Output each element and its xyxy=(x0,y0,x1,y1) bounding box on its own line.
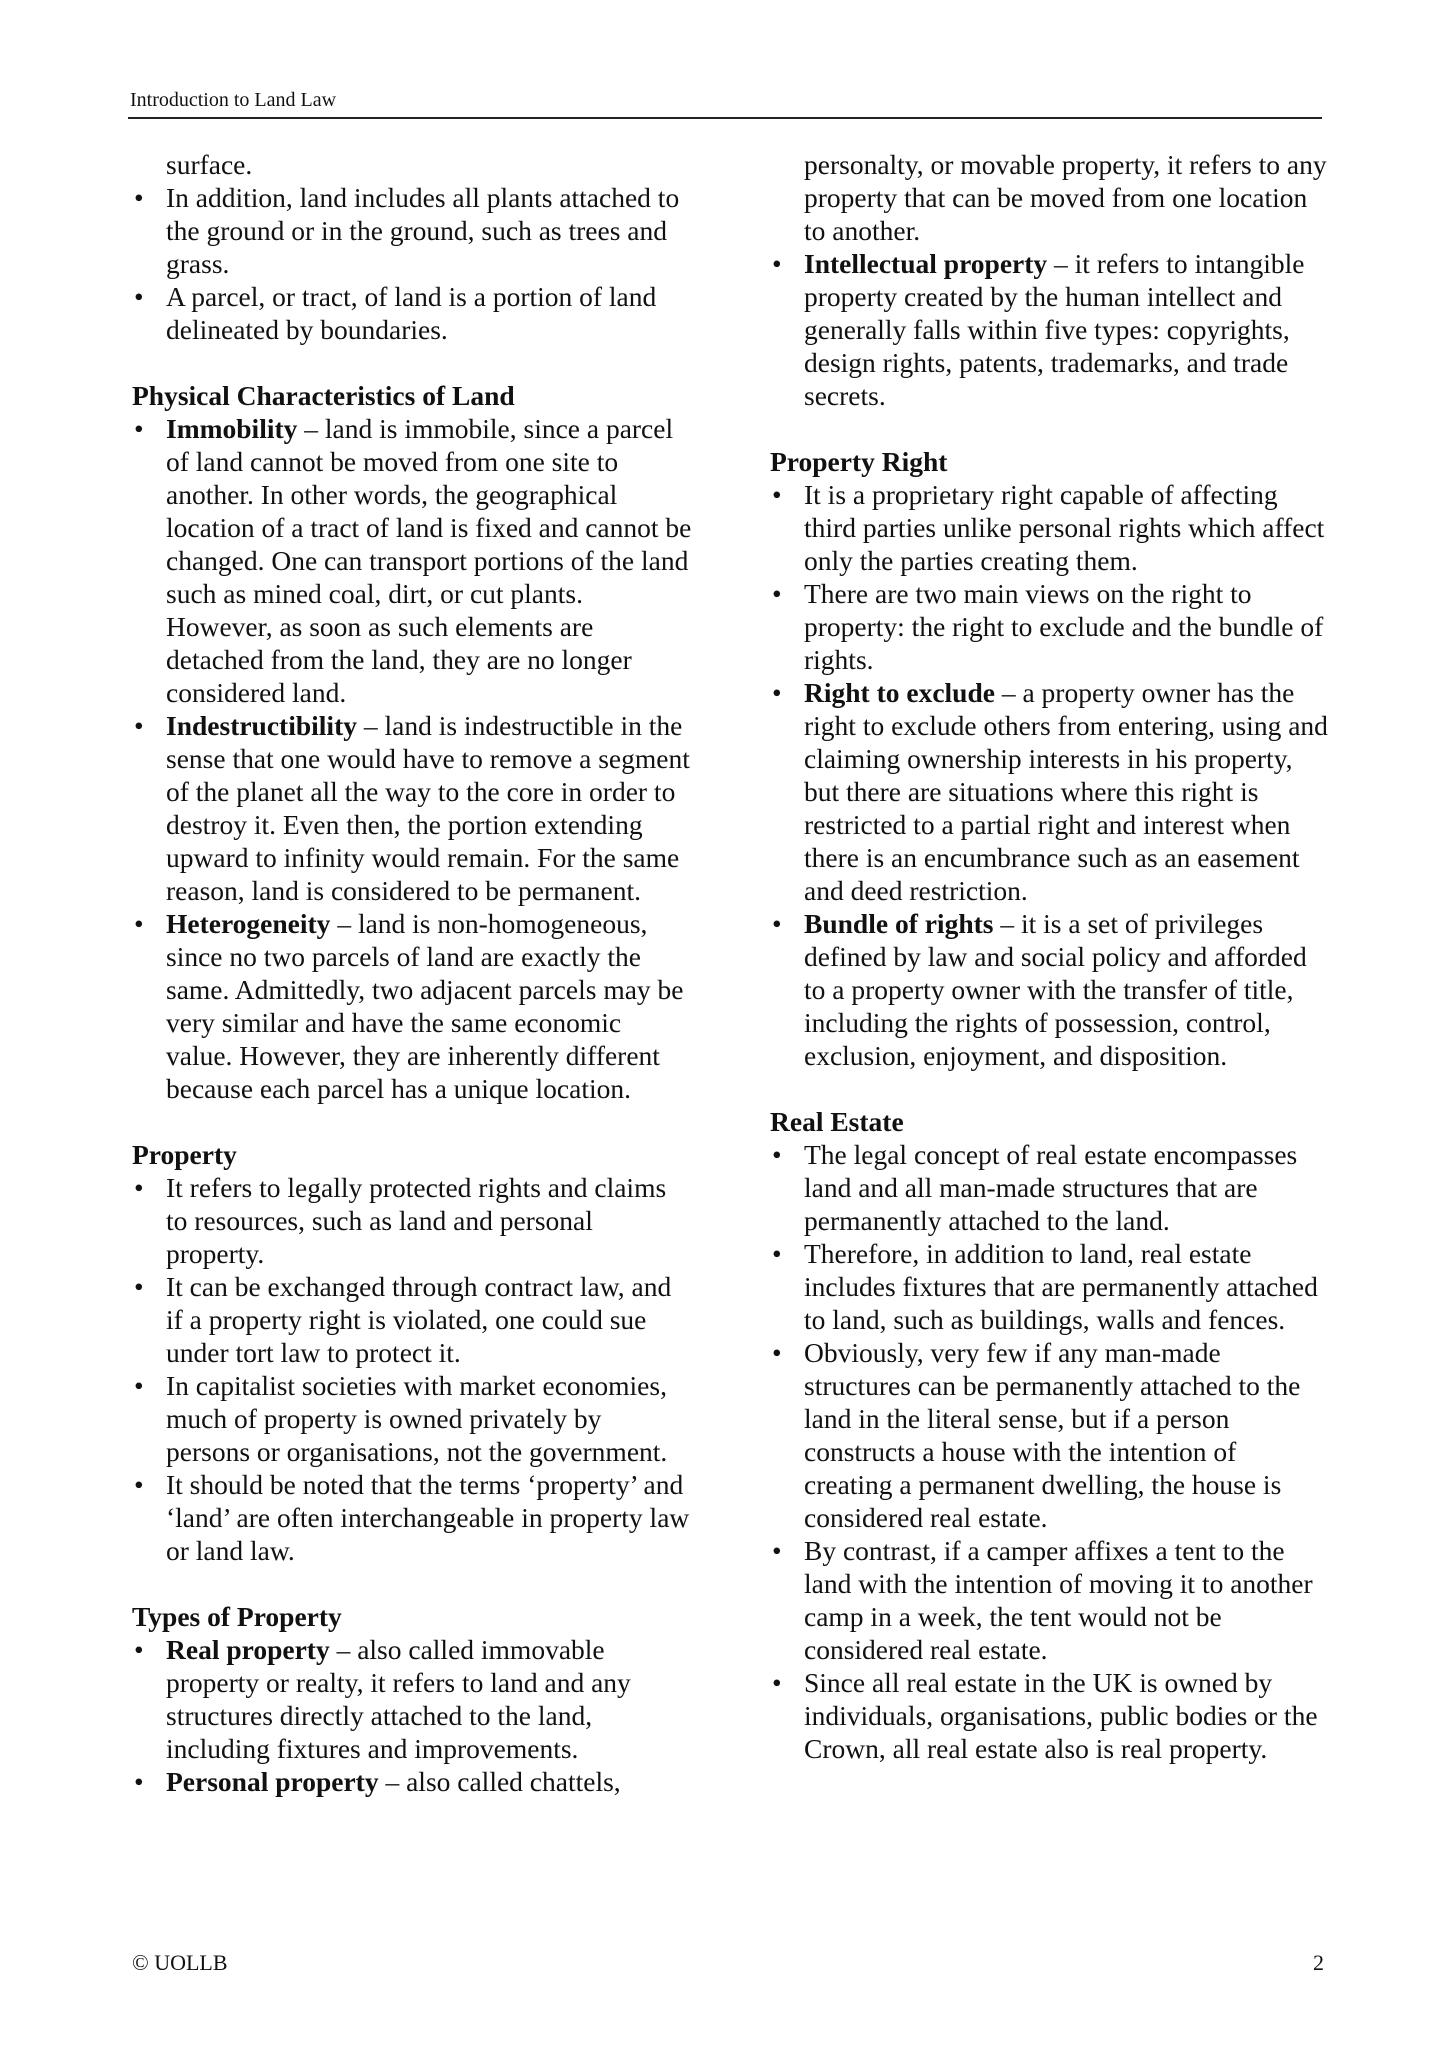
list-item xyxy=(132,412,692,709)
copyright-footer: © UOLLB xyxy=(132,1950,228,1975)
term-definition: – land is immobile, since a parcel of land cannot be moved from one site to another. In other words, the geographical location of a tract of land is fixed and cannot be changed. One can transport portions of the land such as mined coal, dirt, or cut plants. However, as soon as such elements are detached from the land, they are no longer considered land. xyxy=(166,413,692,708)
list-item: surface. xyxy=(166,149,253,180)
section-heading: Physical Characteristics of Land xyxy=(132,380,515,411)
types-of-property-continued xyxy=(770,148,1330,412)
real-estate-list xyxy=(770,1138,1330,1765)
list-item: personalty, or movable property, it refers to any property that can be moved from one location to another. xyxy=(804,149,1327,246)
right-column xyxy=(770,148,1330,1765)
land-intro-section xyxy=(132,148,692,346)
header-rule xyxy=(128,117,1322,119)
section-heading: Property xyxy=(132,1139,237,1170)
types-of-property-list-continued xyxy=(770,148,1330,412)
list-item: • It is a proprietary right capable of affecting third parties unlike personal rights which affect only the parties creating them. xyxy=(770,478,1330,577)
types-of-property-section xyxy=(132,1600,692,1798)
list-item: • Therefore, in addition to land, real estate includes fixtures that are permanently attached to land, such as buildings, walls and fences. xyxy=(770,1237,1330,1336)
term-definition: – also called chattels, xyxy=(378,1766,621,1797)
list-item: • A parcel, or tract, of land is a portion of land delineated by boundaries. xyxy=(132,280,692,346)
term-label: Bundle of rights xyxy=(804,908,994,939)
term-label: Real property xyxy=(166,1634,330,1665)
physical-characteristics-section xyxy=(132,379,692,1105)
section-heading: Real Estate xyxy=(770,1106,904,1137)
property-right-section xyxy=(770,445,1330,1072)
term-label: Indestructibility xyxy=(166,710,357,741)
list-item xyxy=(770,907,1330,1072)
term-definition: – land is indestructible in the sense that one would have to remove a segment of the planet all the way to the core in order to destroy it. Even then, the portion extending upward to infinity would remain. For the same reason, land is considered to be permanent. xyxy=(166,710,690,906)
list-item xyxy=(770,676,1330,907)
list-item: • Since all real estate in the UK is owned by individuals, organisations, public bodies or the Crown, all real estate also is real property. xyxy=(770,1666,1330,1765)
list-item: • By contrast, if a camper affixes a tent to the land with the intention of moving it to another camp in a week, the tent would not be considered real estate. xyxy=(770,1534,1330,1666)
left-column xyxy=(132,148,692,1798)
running-header: Introduction to Land Law xyxy=(130,89,337,111)
term-definition: – land is non-homogeneous, since no two parcels of land are exactly the same. Admittedly, two adjacent parcels may be very similar and have the same economic value. However, they are inherently different because each parcel has a unique location. xyxy=(166,908,684,1104)
section-heading: Types of Property xyxy=(132,1601,342,1632)
list-item: • Obviously, very few if any man-made structures can be permanently attached to the land in the literal sense, but if a person constructs a house with the intention of creating a permanent dwelling, the house is considered real estate. xyxy=(770,1336,1330,1534)
page-number: 2 xyxy=(1313,1950,1324,1975)
list-item: • It can be exchanged through contract law, and if a property right is violated, one could sue under tort law to protect it. xyxy=(132,1270,692,1369)
term-definition: – it is a set of privileges defined by law and social policy and afforded to a property owner with the transfer of title, including the rights of possession, control, exclusion, enjoyment, and disposition. xyxy=(804,908,1307,1071)
list-item: • In addition, land includes all plants attached to the ground or in the ground, such as trees and grass. xyxy=(132,181,692,280)
term-label: Intellectual property xyxy=(804,248,1048,279)
property-section xyxy=(132,1138,692,1567)
list-item xyxy=(132,1633,692,1765)
land-intro-list xyxy=(132,148,692,346)
list-item: • The legal concept of real estate encompasses land and all man-made structures that are permanently attached to the land. xyxy=(770,1138,1330,1237)
types-of-property-list xyxy=(132,1633,692,1798)
list-item xyxy=(132,907,692,1105)
list-item: • In capitalist societies with market economies, much of property is owned privately by persons or organisations, not the government. xyxy=(132,1369,692,1468)
term-label: Heterogeneity xyxy=(166,908,331,939)
section-heading: Property Right xyxy=(770,446,948,477)
list-item xyxy=(132,709,692,907)
term-label: Right to exclude xyxy=(804,677,995,708)
property-list xyxy=(132,1171,692,1567)
real-estate-section xyxy=(770,1105,1330,1765)
property-right-list xyxy=(770,478,1330,1072)
term-label: Immobility xyxy=(166,413,298,444)
term-definition: – also called immovable property or realty, it refers to land and any structures directly attached to the land, including fixtures and improvements. xyxy=(166,1634,631,1764)
term-label: Personal property xyxy=(166,1766,379,1797)
list-item xyxy=(132,1765,692,1798)
list-item: • It should be noted that the terms ‘property’ and ‘land’ are often interchangeable in property law or land law. xyxy=(132,1468,692,1567)
term-definition: – a property owner has the right to exclude others from entering, using and claiming ownership interests in his property, but there are situations where this right is restricted to a partial right and interest when there is an encumbrance such as an easement and deed restriction. xyxy=(804,677,1328,906)
physical-characteristics-list xyxy=(132,412,692,1105)
list-item: • It refers to legally protected rights and claims to resources, such as land and personal property. xyxy=(132,1171,692,1270)
term-definition: – it refers to intangible property created by the human intellect and generally falls within five types: copyrights, design rights, patents, trademarks, and trade secrets. xyxy=(804,248,1305,411)
list-item xyxy=(770,247,1330,412)
list-item: • There are two main views on the right to property: the right to exclude and the bundle of rights. xyxy=(770,577,1330,676)
